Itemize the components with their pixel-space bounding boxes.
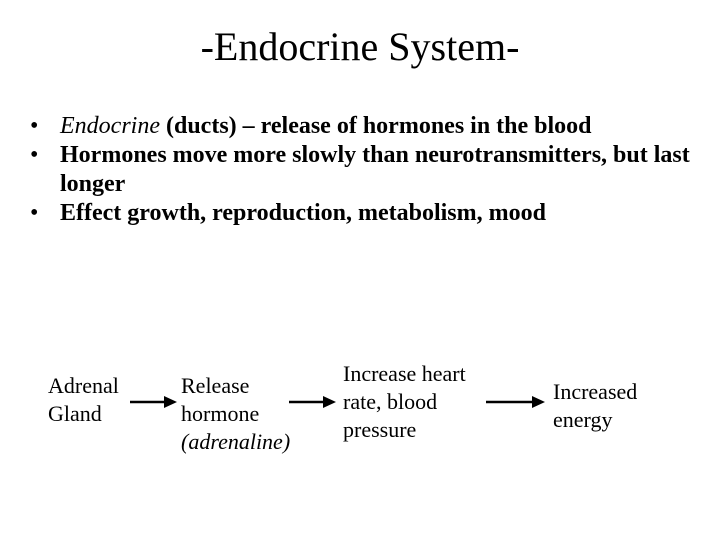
bullet-text: Hormones move more slowly than neurotransmitters, but last longer: [60, 142, 690, 197]
flow-arrow-icon: [486, 395, 546, 409]
flow-node-adrenal-gland: [48, 372, 119, 428]
node-line: Adrenal: [48, 373, 119, 398]
bullet-icon: •: [30, 142, 39, 168]
bullet-item-endocrine: [30, 112, 700, 141]
node-line: Release: [181, 373, 250, 398]
flow-node-release-hormone: [181, 372, 290, 456]
node-line: Increased: [553, 379, 638, 404]
bullet-list: [30, 112, 700, 228]
node-line: hormone: [181, 401, 260, 426]
flow-arrow-icon: [130, 395, 178, 409]
node-line-italic: (adrenaline): [181, 429, 291, 454]
node-line: Gland: [48, 401, 102, 426]
node-line: pressure: [343, 417, 417, 442]
bullet-italic-term: Endocrine: [60, 113, 160, 139]
flow-node-increased-energy: [553, 378, 637, 434]
bullet-icon: •: [30, 200, 39, 226]
bullet-text: (ducts) – release of hormones in the blood: [159, 113, 592, 139]
flow-arrow-icon: [289, 395, 337, 409]
bullet-item-effect: [30, 199, 700, 228]
slide-title: -Endocrine System-: [200, 24, 520, 69]
bullet-item-hormones: [30, 141, 700, 199]
node-line: rate, blood: [343, 389, 438, 414]
node-line: Increase heart: [343, 361, 466, 386]
node-line: energy: [553, 407, 613, 432]
bullet-text: Effect growth, reproduction, metabolism, mood: [60, 200, 546, 226]
flow-node-increase-heart-rate: [343, 360, 466, 444]
bullet-icon: •: [30, 113, 39, 139]
